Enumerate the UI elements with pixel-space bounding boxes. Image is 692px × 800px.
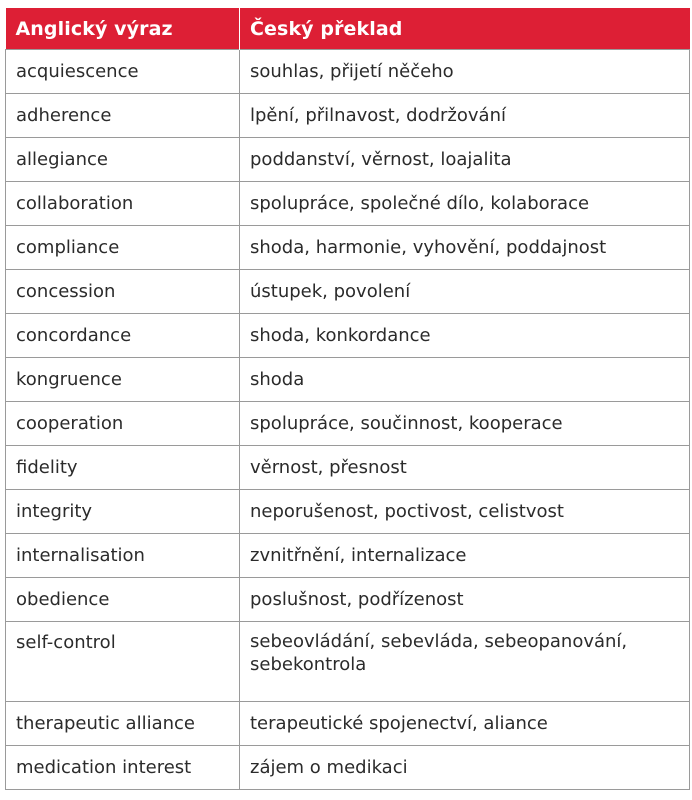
czech-translation-cell: věrnost, přesnost	[240, 446, 690, 490]
english-term-cell: medication interest	[6, 746, 240, 790]
czech-translation-cell: spolupráce, společné dílo, kolaborace	[240, 182, 690, 226]
english-term-cell: fidelity	[6, 446, 240, 490]
czech-translation-cell: neporušenost, poctivost, celistvost	[240, 490, 690, 534]
table-row	[6, 534, 690, 578]
table-row	[6, 50, 690, 94]
table-row	[6, 446, 690, 490]
czech-translation-cell: shoda, harmonie, vyhovění, poddajnost	[240, 226, 690, 270]
english-term-cell: collaboration	[6, 182, 240, 226]
table-row	[6, 226, 690, 270]
czech-translation-cell: zvnitřnění, internalizace	[240, 534, 690, 578]
table-row	[6, 578, 690, 622]
header-row	[6, 8, 690, 50]
header-english-term: Anglický výraz	[6, 8, 240, 50]
english-term-cell: therapeutic alliance	[6, 702, 240, 746]
table-row	[6, 138, 690, 182]
translation-table	[5, 8, 690, 790]
table-row	[6, 270, 690, 314]
english-term-cell: integrity	[6, 490, 240, 534]
table-row	[6, 746, 690, 790]
table-row	[6, 622, 690, 702]
english-term-cell: allegiance	[6, 138, 240, 182]
english-term-cell: obedience	[6, 578, 240, 622]
czech-translation-cell: poslušnost, podřízenost	[240, 578, 690, 622]
czech-translation-cell: shoda, konkordance	[240, 314, 690, 358]
table-body	[6, 50, 690, 790]
table-row	[6, 490, 690, 534]
english-term-cell: kongruence	[6, 358, 240, 402]
czech-translation-cell: poddanství, věrnost, loajalita	[240, 138, 690, 182]
czech-translation-cell: terapeutické spojenectví, aliance	[240, 702, 690, 746]
english-term-cell: self-control	[6, 622, 240, 702]
table-row	[6, 182, 690, 226]
czech-translation-cell: souhlas, přijetí něčeho	[240, 50, 690, 94]
czech-translation-cell: zájem o medikaci	[240, 746, 690, 790]
table-row	[6, 358, 690, 402]
table-header	[6, 8, 690, 50]
english-term-cell: cooperation	[6, 402, 240, 446]
czech-translation-cell: ústupek, povolení	[240, 270, 690, 314]
table-row	[6, 702, 690, 746]
english-term-cell: concordance	[6, 314, 240, 358]
czech-translation-cell: shoda	[240, 358, 690, 402]
czech-translation-cell: sebeovládání, sebevláda, sebeopanování, sebekontrola	[240, 622, 690, 702]
english-term-cell: acquiescence	[6, 50, 240, 94]
czech-translation-cell: spolupráce, součinnost, kooperace	[240, 402, 690, 446]
english-term-cell: concession	[6, 270, 240, 314]
table-row	[6, 402, 690, 446]
table-row	[6, 94, 690, 138]
english-term-cell: compliance	[6, 226, 240, 270]
header-czech-translation: Český překlad	[240, 8, 690, 50]
czech-translation-cell: lpění, přilnavost, dodržování	[240, 94, 690, 138]
english-term-cell: internalisation	[6, 534, 240, 578]
english-term-cell: adherence	[6, 94, 240, 138]
table-row	[6, 314, 690, 358]
